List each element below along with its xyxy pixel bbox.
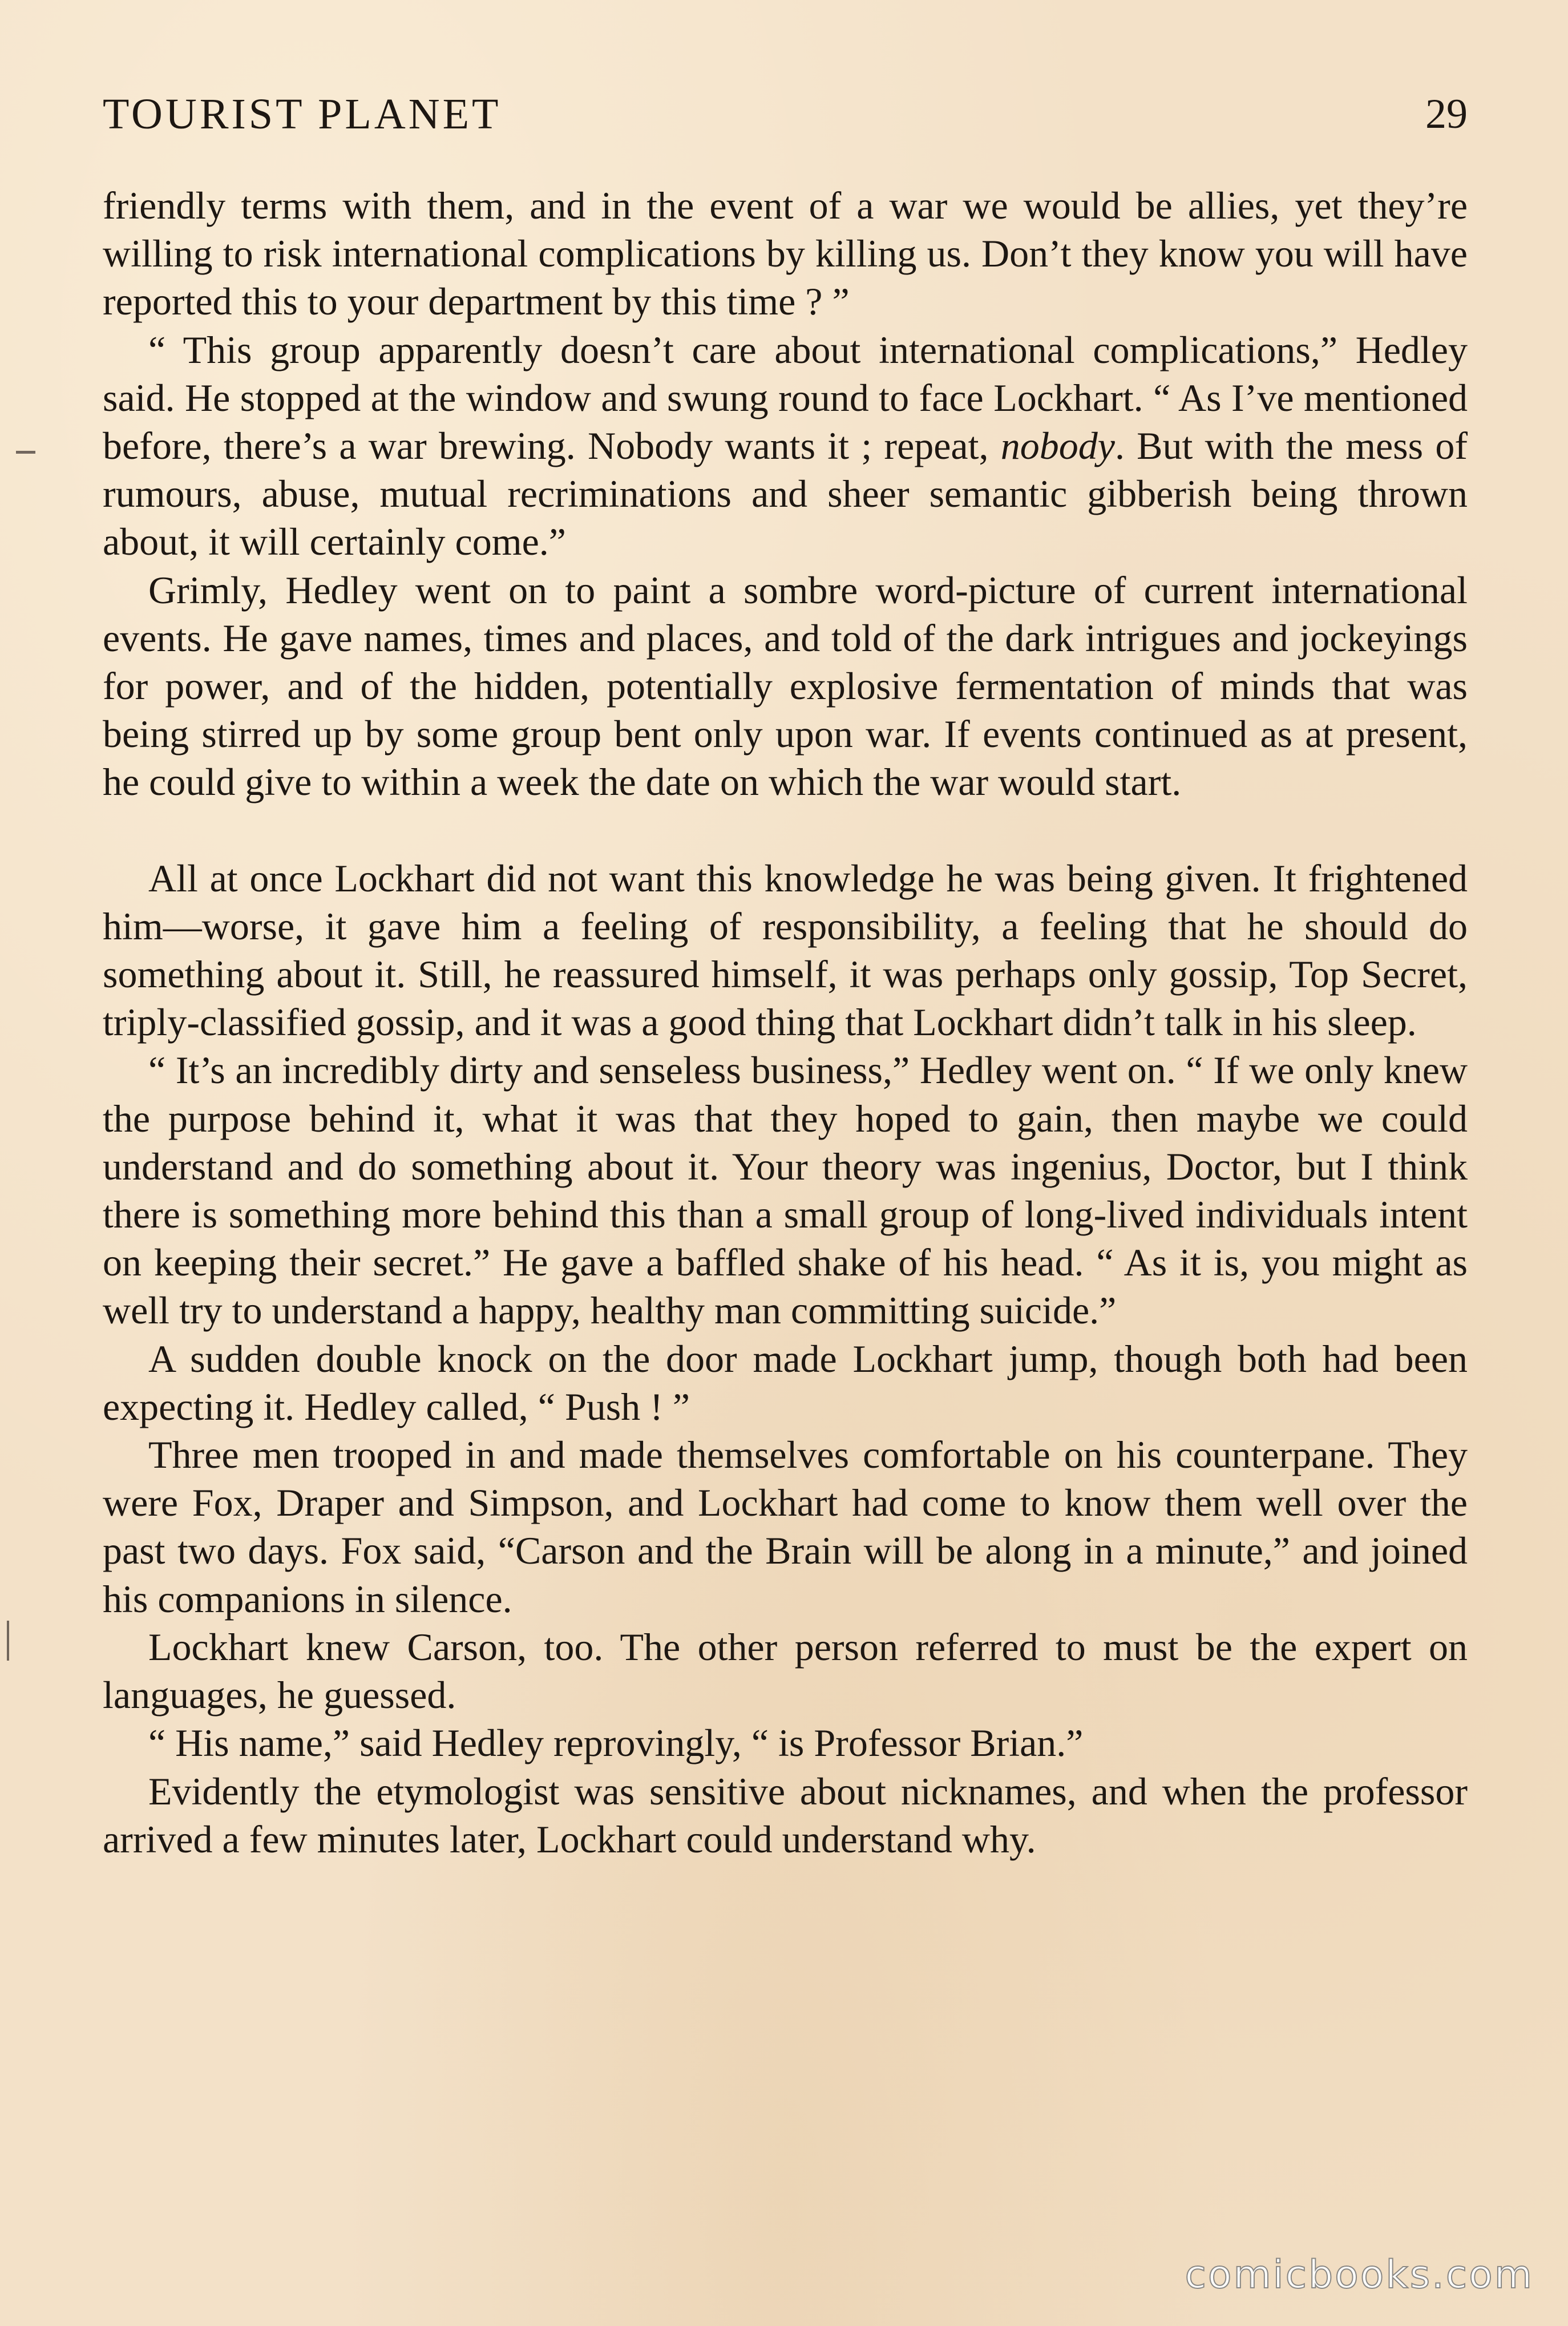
paragraph-5 xyxy=(103,1046,1468,1334)
text-run: “ This group apparently doesn’t care about international complications,” Hedley said. He stopped at the window and swung round to face Lockhart. “ As I’ve mentioned before, there’s a war brewing. Nobody wants it ; repeat, xyxy=(103,328,1468,468)
emphasis-text: nobody xyxy=(1000,424,1115,468)
text-run: Evidently the etymologist was sensitive about nicknames, and when the professor arrived a few minutes later, Lockhart could understand why. xyxy=(103,1769,1468,1861)
text-run: . But with the mess of rumours, abuse, mutual recriminations and sheer semantic gibberish being thrown about, it will certainly come.” xyxy=(103,424,1468,564)
text-run: All at once Lockhart did not want this knowledge he was being given. It frightened him—worse, it gave him a feeling of responsibility, a feeling that he should do something about it. Still, he reassured himself, it was perhaps only gossip, Top Secret, triply-classified gossip, and it was a good thing that Lockhart didn’t talk in his sleep. xyxy=(103,856,1468,1044)
text-run: friendly terms with them, and in the event of a war we would be allies, yet they’re willing to risk international complications by killing us. Don’t they know you will have reported this to your department by this time ? ” xyxy=(103,184,1468,324)
text-run: “ It’s an incredibly dirty and senseless business,” Hedley went on. “ If we only knew the purpose behind it, what it was that they hoped to gain, then maybe we could understand and do something about it. Your theory was ingenius, Doctor, but I think there is something more behind this than a small group of long-lived individuals intent on keeping their secret.” He gave a baffled shake of his head. “ As it is, you might as well try to understand a happy, healthy man committing suicide.” xyxy=(103,1048,1468,1332)
margin-pencil-mark xyxy=(7,1621,9,1661)
text-run: A sudden double knock on the door made Lockhart jump, though both had been expecting it. Hedley called, “ Push ! ” xyxy=(103,1336,1468,1428)
body-text xyxy=(103,181,1468,1863)
paragraph-8 xyxy=(103,1623,1468,1719)
watermark-text: comicbooks.com xyxy=(1185,2252,1534,2297)
running-head xyxy=(103,86,1468,143)
text-run: Three men trooped in and made themselves comfortable on his counterpane. They were Fox, Draper and Simpson, and Lockhart had come to know them well over the past two days. Fox said, “Carson and the Brain will be along in a minute,” and joined his companions in silence. xyxy=(103,1433,1468,1621)
paragraph-3 xyxy=(103,566,1468,806)
paragraph-10 xyxy=(103,1767,1468,1863)
margin-pencil-mark xyxy=(16,451,35,454)
text-run: Lockhart knew Carson, too. The other person referred to must be the expert on languages, he guessed. xyxy=(103,1625,1468,1717)
paragraph-2 xyxy=(103,326,1468,566)
paragraph-1 xyxy=(103,181,1468,326)
running-title: TOURIST PLANET xyxy=(103,90,502,138)
paragraph-4 xyxy=(103,854,1468,1047)
page-number: 29 xyxy=(1425,91,1468,138)
paragraph-9 xyxy=(103,1719,1468,1767)
text-run: “ His name,” said Hedley reprovingly, “ is Professor Brian.” xyxy=(148,1721,1084,1765)
paragraph-7 xyxy=(103,1431,1468,1623)
paragraph-6 xyxy=(103,1335,1468,1431)
text-run: Grimly, Hedley went on to paint a sombre word-picture of current international events. He gave names, times and places, and told of the dark intrigues and jockeyings for power, and of the hidden, potentially explosive fermentation of minds that was being stirred up by some group bent only upon war. If events continued as at present, he could give to within a week the date on which the war would start. xyxy=(103,568,1468,804)
